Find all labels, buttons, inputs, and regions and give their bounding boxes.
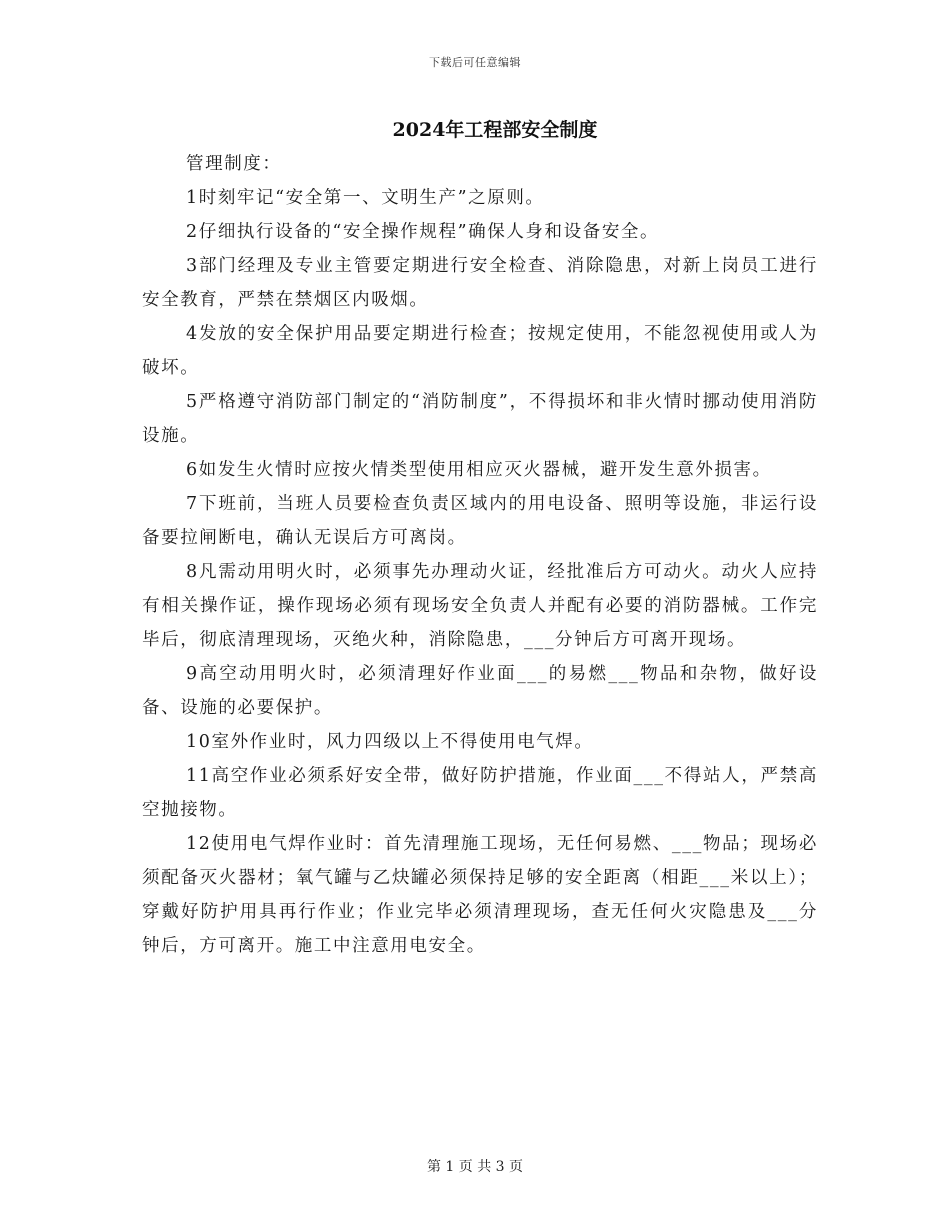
page-number: 第 1 页 共 3 页 [426, 1159, 524, 1175]
rule-paragraph: 4发放的安全保护用品要定期进行检查；按规定使用，不能忽视使用或人为破坏。 [142, 324, 818, 378]
document-body [142, 147, 818, 963]
rule-paragraph: 9高空动用明火时，必须清理好作业面___的易燃___物品和杂物，做好设备、设施的必要保护。 [142, 664, 818, 718]
rule-paragraph: 12使用电气焊作业时：首先清理施工现场，无任何易燃、___物品；现场必须配备灭火器材；氧气罐与乙炔罐必须保持足够的安全距离（相距___米以上）；穿戴好防护用具再行作业；作业完毕必须清理现场，查无任何火灾隐患及___分钟后，方可离开。施工中注意用电安全。 [142, 834, 818, 956]
rule-paragraph: 8凡需动用明火时，必须事先办理动火证，经批准后方可动火。动火人应持有相关操作证，操作现场必须有现场安全负责人并配有必要的消防器械。工作完毕后，彻底清理现场，灭绝火种，消除隐患，___分钟后方可离开现场。 [142, 562, 818, 650]
rule-paragraph: 7下班前，当班人员要检查负责区域内的用电设备、照明等设施，非运行设备要拉闸断电，确认无误后方可离岗。 [142, 494, 818, 548]
rule-paragraph: 10室外作业时，风力四级以上不得使用电气焊。 [186, 732, 594, 752]
section-heading: 管理制度： [186, 154, 282, 174]
rule-paragraph: 5严格遵守消防部门制定的“消防制度”，不得损坏和非火情时挪动使用消防设施。 [142, 392, 818, 446]
page-header-note: 下载后可任意编辑 [429, 56, 521, 69]
document-title: 2024年工程部安全制度 [392, 119, 598, 141]
rule-paragraph: 6如发生火情时应按火情类型使用相应灭火器械，避开发生意外损害。 [186, 460, 772, 480]
rule-paragraph: 11高空作业必须系好安全带，做好防护措施，作业面___不得站人，严禁高空抛接物。 [142, 766, 818, 820]
rule-paragraph: 2仔细执行设备的“安全操作规程”确保人身和设备安全。 [186, 222, 660, 242]
rule-paragraph: 1时刻牢记“安全第一、文明生产”之原则。 [186, 188, 545, 208]
rule-paragraph: 3部门经理及专业主管要定期进行安全检查、消除隐患，对新上岗员工进行安全教育，严禁在禁烟区内吸烟。 [142, 256, 818, 310]
